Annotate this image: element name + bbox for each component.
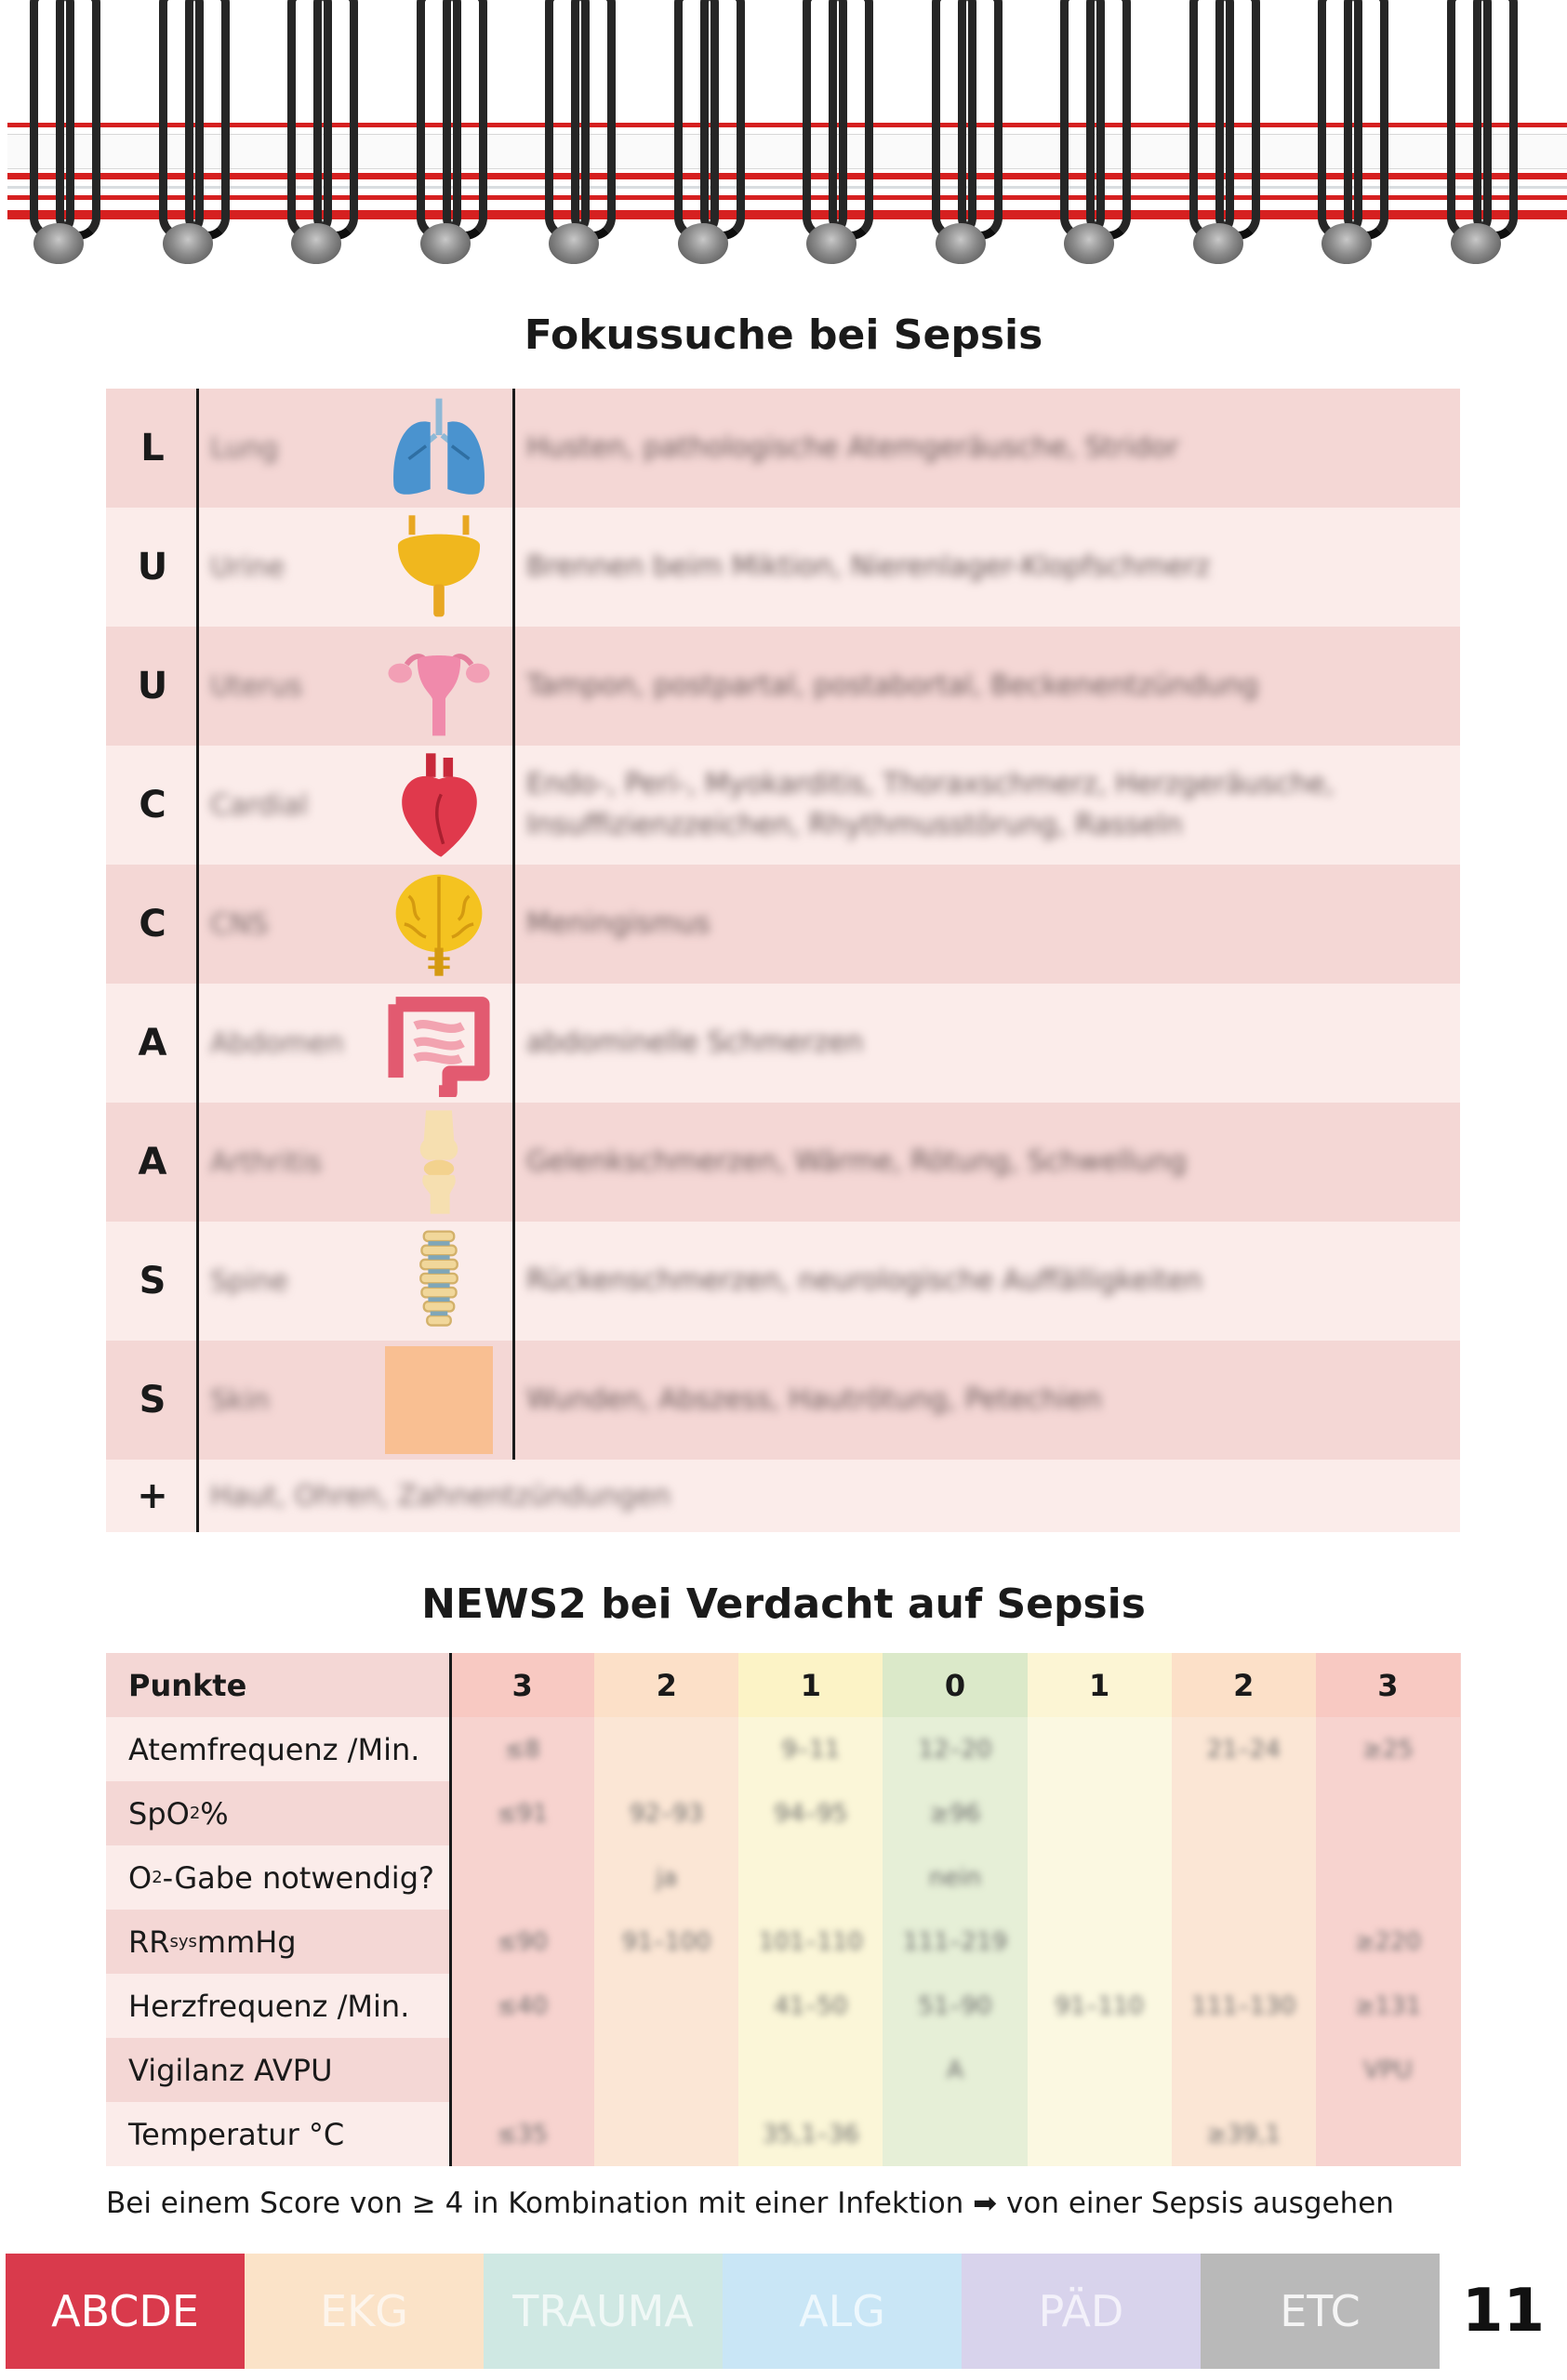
- intestine-icon: [385, 989, 493, 1097]
- row-name: Abdomen: [210, 1026, 344, 1060]
- tab-ekg[interactable]: EKG: [245, 2254, 484, 2369]
- parameter-label: Temperatur °C: [128, 2116, 345, 2152]
- footnote: Bei einem Score von ≥ 4 in Kombination mit einer Infektion ➡ von einer Sepsis ausgehen: [106, 2187, 1394, 2220]
- skin-icon: [385, 1346, 493, 1454]
- table-row: [106, 1103, 1460, 1222]
- binding-coil: [1443, 0, 1508, 270]
- binding-coil: [284, 0, 349, 270]
- row-name: Haut, Ohren, Zahnentzündungen: [210, 1479, 671, 1513]
- row-letter: S: [139, 1379, 166, 1421]
- table-divider: [449, 1653, 452, 2166]
- score-cell: ≤35: [497, 2120, 548, 2149]
- row-letter: C: [139, 903, 166, 945]
- binding-coil: [799, 0, 864, 270]
- binding-coil: [155, 0, 220, 270]
- coil-hole: [678, 223, 728, 264]
- score-cell: VPU: [1363, 2056, 1413, 2084]
- lungs-icon: [385, 394, 493, 502]
- tab-etc[interactable]: ETC: [1201, 2254, 1440, 2369]
- score-cell: ≤90: [497, 1927, 548, 1956]
- score-cell: 91–100: [621, 1927, 711, 1956]
- score-header: 3: [1316, 1653, 1460, 1717]
- section-title-news2: NEWS2 bei Verdacht auf Sepsis: [421, 1580, 1146, 1628]
- coil-ring: [571, 0, 616, 240]
- parameter-label: Atemfrequenz /Min.: [128, 1731, 420, 1767]
- score-cell: ja: [656, 1863, 678, 1892]
- label-suffix: -Gabe notwendig?: [162, 1859, 434, 1896]
- row-letter: L: [140, 427, 165, 469]
- score-cell: A: [947, 2056, 963, 2084]
- row-description: Wunden, Abszess, Hautrötung, Petechien: [526, 1383, 1102, 1416]
- score-header: 1: [1028, 1653, 1172, 1717]
- score-cell: 41–50: [774, 1991, 848, 2020]
- label-suffix: mmHg: [196, 1924, 297, 1960]
- parameter-label: [128, 1910, 297, 1974]
- row-description: Rückenschmerzen, neurologische Auffälligkeiten: [526, 1264, 1202, 1297]
- score-cell: 35,1–36: [762, 2120, 859, 2149]
- focus-table: [106, 389, 1460, 1532]
- binding-coil: [1314, 0, 1379, 270]
- coil-hole: [420, 223, 471, 264]
- bladder-icon: [385, 513, 493, 621]
- row-letter: U: [137, 665, 168, 707]
- coil-ring: [700, 0, 745, 240]
- news2-table: [106, 1653, 1460, 2166]
- score-cell: ≥25: [1361, 1735, 1414, 1764]
- row-letter: U: [137, 546, 168, 588]
- coil-hole: [1321, 223, 1372, 264]
- binding-coil: [541, 0, 606, 270]
- table-row: [106, 1222, 1460, 1341]
- coil-hole: [291, 223, 341, 264]
- score-cell: 111–130: [1191, 1991, 1296, 2020]
- row-letter: A: [138, 1022, 167, 1064]
- label-subscript: 2: [189, 1804, 201, 1823]
- binding-coil: [413, 0, 478, 270]
- label-main: RR: [128, 1924, 170, 1960]
- score-header: 2: [1172, 1653, 1316, 1717]
- row-name: Arthritis: [210, 1145, 323, 1179]
- score-cell: ≥220: [1354, 1927, 1422, 1956]
- score-cell: 111–219: [902, 1927, 1008, 1956]
- table-divider: [512, 389, 515, 1460]
- row-name: Skin: [210, 1383, 270, 1417]
- tab-päd[interactable]: PÄD: [962, 2254, 1201, 2369]
- score-cell: ≥131: [1354, 1991, 1422, 2020]
- coil-hole: [163, 223, 213, 264]
- coil-hole: [33, 223, 84, 264]
- score-cell: 101–110: [758, 1927, 863, 1956]
- coil-ring: [443, 0, 487, 240]
- score-cell: 94–95: [774, 1799, 848, 1828]
- parameter-label: [128, 1781, 229, 1845]
- tab-trauma[interactable]: TRAUMA: [484, 2254, 723, 2369]
- section-title-focus-search: Fokussuche bei Sepsis: [524, 311, 1043, 359]
- news2-header-label: Punkte: [128, 1667, 247, 1703]
- brain-icon: [385, 870, 493, 978]
- score-cell: 51–90: [918, 1991, 992, 2020]
- parameter-label: Vigilanz AVPU: [128, 2052, 333, 2088]
- score-cell: 12–20: [918, 1735, 992, 1764]
- coil-ring: [1086, 0, 1131, 240]
- table-row: [106, 508, 1460, 627]
- row-letter: A: [138, 1141, 167, 1183]
- coil-hole: [806, 223, 857, 264]
- row-name: Lung: [210, 431, 279, 465]
- coil-hole: [549, 223, 599, 264]
- row-description: Tampon, postpartal, postabortal, Beckenentzündung: [526, 669, 1259, 702]
- score-cell: nein: [928, 1863, 982, 1892]
- table-row: [106, 865, 1460, 984]
- label-suffix: %: [200, 1795, 229, 1831]
- row-description: Husten, pathologische Atemgeräusche, Stridor: [526, 431, 1179, 464]
- uterus-icon: [385, 632, 493, 740]
- row-description: Brennen beim Miktion, Nierenlager-Klopfschmerz: [526, 550, 1211, 583]
- parameter-label: [128, 1845, 434, 1910]
- row-name: Urine: [210, 550, 286, 584]
- heart-icon: [385, 751, 493, 859]
- coil-ring: [1473, 0, 1518, 240]
- row-description: Endo-, Peri-, Myokarditis, Thoraxschmerz, Herzgeräusche, Insuffizienzzeichen, Rhythmusstörung, Rasseln: [526, 768, 1335, 841]
- score-header: 1: [738, 1653, 883, 1717]
- table-row: [106, 389, 1460, 508]
- row-description: abdominelle Schmerzen: [526, 1026, 864, 1059]
- table-divider: [196, 389, 199, 1532]
- row-description: Meningismus: [526, 907, 710, 940]
- tab-abcde[interactable]: ABCDE: [6, 2254, 245, 2369]
- label-main: SpO: [128, 1795, 190, 1831]
- coil-ring: [958, 0, 1003, 240]
- table-row: [106, 1460, 1460, 1532]
- table-row: [106, 984, 1460, 1103]
- tab-alg[interactable]: ALG: [723, 2254, 962, 2369]
- page-number: 11: [1461, 2277, 1546, 2346]
- row-name: Uterus: [210, 669, 303, 703]
- score-cell: 91–110: [1055, 1991, 1144, 2020]
- spiral-binding: [0, 0, 1567, 279]
- table-row: [106, 746, 1460, 865]
- coil-ring: [1215, 0, 1260, 240]
- table-row: [106, 627, 1460, 746]
- coil-ring: [1344, 0, 1388, 240]
- binding-coil: [1056, 0, 1122, 270]
- row-name: CNS: [210, 907, 269, 941]
- label-subscript: 2: [152, 1868, 163, 1887]
- parameter-label: Herzfrequenz /Min.: [128, 1988, 410, 2024]
- score-cell: 9–11: [781, 1735, 841, 1764]
- label-subscript: sys: [169, 1932, 197, 1951]
- score-cell: 21–24: [1206, 1735, 1281, 1764]
- row-letter: +: [137, 1474, 168, 1517]
- score-column: [1028, 1653, 1173, 2166]
- score-cell: 92–93: [630, 1799, 704, 1828]
- binding-coil: [928, 0, 993, 270]
- score-cell: ≥96: [929, 1799, 981, 1828]
- coil-ring: [829, 0, 873, 240]
- coil-ring: [313, 0, 358, 240]
- label-main: O: [128, 1859, 153, 1896]
- coil-hole: [1451, 223, 1501, 264]
- table-row: [106, 1341, 1460, 1460]
- coil-hole: [1064, 223, 1114, 264]
- score-cell: ≤8: [504, 1735, 540, 1764]
- binding-coil: [1186, 0, 1251, 270]
- score-cell: ≤40: [497, 1991, 548, 2020]
- binding-coil: [26, 0, 91, 270]
- knee-icon: [385, 1108, 493, 1216]
- score-header: 3: [450, 1653, 594, 1717]
- score-cell: ≥39,1: [1206, 2120, 1281, 2149]
- row-name: Spine: [210, 1264, 288, 1298]
- row-name: Cardial: [210, 788, 309, 822]
- row-letter: S: [139, 1260, 166, 1302]
- score-header: 2: [594, 1653, 738, 1717]
- spine-icon: [385, 1227, 493, 1335]
- chapter-tabs: [6, 2254, 1440, 2369]
- row-description: Gelenkschmerzen, Wärme, Rötung, Schwellung: [526, 1145, 1188, 1178]
- coil-hole: [1193, 223, 1243, 264]
- coil-ring: [56, 0, 100, 240]
- binding-coil: [671, 0, 736, 270]
- row-letter: C: [139, 784, 166, 826]
- coil-hole: [936, 223, 986, 264]
- score-cell: ≤91: [497, 1799, 548, 1828]
- score-header: 0: [883, 1653, 1027, 1717]
- coil-ring: [185, 0, 230, 240]
